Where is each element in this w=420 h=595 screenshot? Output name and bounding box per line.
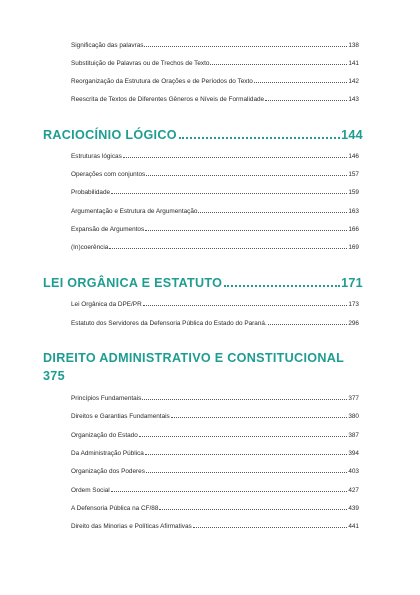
toc-entry-title: Lei Orgânica da DPE/PR <box>71 301 142 308</box>
toc-entry-title: A Defensoria Pública na CF/88 <box>71 505 159 512</box>
toc-entry-title: (In)coerência <box>71 244 109 251</box>
toc-entry-title: Argumentação e Estrutura de Argumentação <box>71 208 198 215</box>
toc-entry-page: 143 <box>348 96 359 103</box>
toc-entry-title: Reescrita de Textos de Diferentes Gêneros e Níveis de Formalidade <box>71 96 265 103</box>
leader-dots <box>142 399 347 400</box>
toc-entry-title: Operações com conjuntos <box>71 171 146 178</box>
section-heading-raciocinio-logico <box>43 126 363 144</box>
toc-entry-title: Significação das palavras <box>71 42 144 49</box>
toc-entry-page: 163 <box>348 208 359 215</box>
toc-entry-page: 173 <box>348 301 359 308</box>
leader-dots <box>171 417 348 418</box>
toc-entry <box>71 430 359 442</box>
leader-dots <box>144 46 347 47</box>
toc-entry-page: 141 <box>348 60 359 67</box>
toc-entry <box>71 503 359 515</box>
toc-entry-page: 157 <box>348 171 359 178</box>
leader-dots <box>193 527 348 528</box>
toc-entry <box>71 299 359 311</box>
toc-entry <box>71 206 359 218</box>
toc-entry-page: 403 <box>348 468 359 475</box>
leader-dots <box>111 491 348 492</box>
toc-entry-page: 377 <box>348 395 359 402</box>
toc-entry-page: 142 <box>348 78 359 85</box>
toc-entry-page: 387 <box>348 432 359 439</box>
toc-entry-title: Estatuto dos Servidores da Defensoria Pública do Estado do Paraná. <box>71 320 267 327</box>
toc-entry-title: Reorganização da Estrutura de Orações e de Períodos do Texto <box>71 78 253 85</box>
toc-entry-title: Probabilidade <box>71 189 111 196</box>
leader-dots <box>139 436 348 437</box>
toc-entry <box>71 40 359 52</box>
section-heading-title: DIREITO ADMINISTRATIVO E CONSTITUCIONAL <box>43 351 345 365</box>
leader-dots <box>111 193 347 194</box>
leader-dots <box>179 137 340 139</box>
leader-dots <box>145 230 347 231</box>
toc-entry-title: Direito das Minorias e Políticas Afirmativas <box>71 523 192 530</box>
toc-entry-title: Direitos e Garantias Fundamentais <box>71 413 170 420</box>
leader-dots <box>265 100 347 101</box>
leader-dots <box>123 157 348 158</box>
toc-entry-page: 169 <box>348 244 359 251</box>
toc-entry <box>71 521 359 533</box>
toc-entry-page: 296 <box>348 320 359 327</box>
toc-entry-title: Substituição de Palavras ou de Trechos de Texto <box>71 60 210 67</box>
toc-entry-page: 439 <box>348 505 359 512</box>
section-heading-lei-organica <box>43 274 363 292</box>
toc-entry-page: 427 <box>348 487 359 494</box>
toc-entry-title: Ordem Social <box>71 487 110 494</box>
toc-entry <box>71 76 359 88</box>
toc-entry <box>71 318 359 330</box>
toc-entry <box>71 393 359 405</box>
toc-entry <box>71 448 359 460</box>
leader-dots <box>198 212 347 213</box>
leader-dots <box>145 454 348 455</box>
leader-dots <box>159 509 347 510</box>
leader-dots <box>109 248 347 249</box>
leader-dots <box>254 82 348 83</box>
toc-entry <box>71 242 359 254</box>
toc-entry-title: Estruturas lógicas <box>71 153 122 160</box>
section-heading-title: LEI ORGÂNICA E ESTATUTO <box>43 276 223 290</box>
toc-entry <box>71 151 359 163</box>
leader-dots <box>146 175 347 176</box>
section-heading-page: 375 <box>43 369 65 383</box>
leader-dots <box>224 285 340 287</box>
leader-dots <box>146 472 347 473</box>
toc-entry-title: Expansão de Argumentos <box>71 226 145 233</box>
leader-dots <box>268 324 348 325</box>
toc-entry <box>71 466 359 478</box>
toc-entry-page: 441 <box>348 523 359 530</box>
section-heading-page: 144 <box>341 128 363 142</box>
toc-entry <box>71 485 359 497</box>
toc-entry-page: 394 <box>348 450 359 457</box>
toc-entry-page: 159 <box>348 189 359 196</box>
toc-entry-title: Organização do Estado <box>71 432 138 439</box>
section-heading-title: RACIOCÍNIO LÓGICO <box>43 128 177 142</box>
toc-entry <box>71 169 359 181</box>
toc-entry-title: Princípios Fundamentais <box>71 395 142 402</box>
toc-entry <box>71 224 359 236</box>
toc-entry <box>71 58 359 70</box>
toc-entry-title: Organização dos Poderes <box>71 468 145 475</box>
leader-dots <box>143 305 348 306</box>
toc-entry-page: 166 <box>348 226 359 233</box>
toc-entry <box>71 187 359 199</box>
section-heading-page: 171 <box>341 276 363 290</box>
toc-entry-page: 146 <box>348 153 359 160</box>
toc-entry-title: Da Administração Pública <box>71 450 144 457</box>
toc-entry-page: 138 <box>348 42 359 49</box>
toc-entry <box>71 94 359 106</box>
toc-entry <box>71 411 359 423</box>
section-heading-direito-administrativo <box>43 349 363 385</box>
toc-entry-page: 380 <box>348 413 359 420</box>
leader-dots <box>210 64 347 65</box>
